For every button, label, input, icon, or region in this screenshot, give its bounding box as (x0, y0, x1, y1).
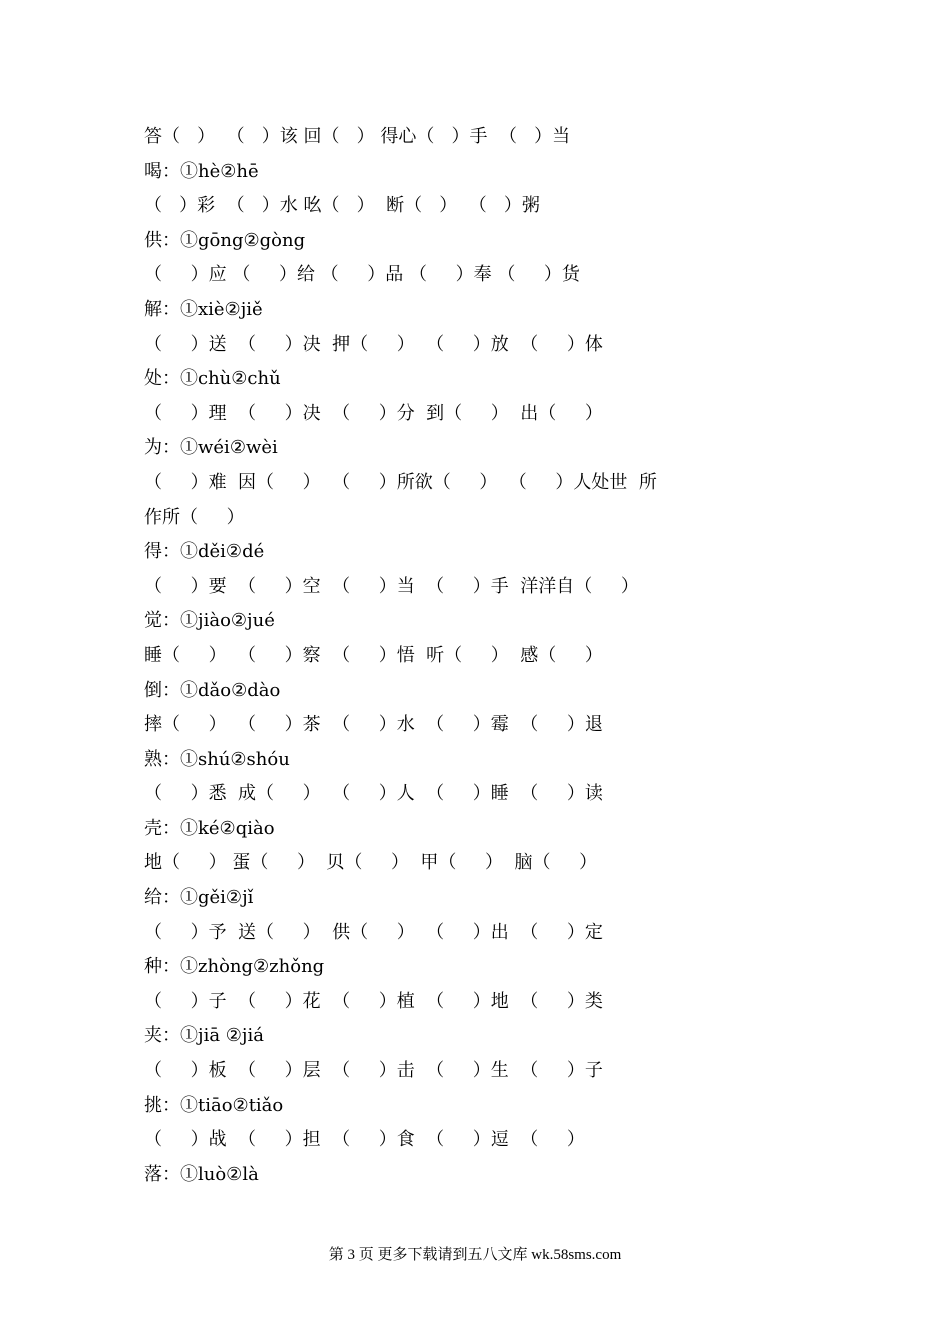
text-line: 供：①gōng②gòng (144, 229, 306, 251)
text-line: （ ）彩 （ ）水 吆（ ） 断（ ） （ ）粥 (144, 195, 540, 217)
text-line: （ ）板 （ ）层 （ ）击 （ ）生 （ ）子 (144, 1060, 603, 1082)
text-line: 挑：①tiāo②tiǎo (144, 1094, 284, 1116)
text-line: （ ）战 （ ）担 （ ）食 （ ）逗 （ ） (144, 1129, 585, 1151)
text-line: （ ）予 送（ ） 供（ ） （ ）出 （ ）定 (144, 921, 603, 943)
exercise-content (144, 120, 824, 1192)
text-line: 作所（ ） (144, 506, 245, 528)
text-line: 种：①zhòng②zhǒng (144, 956, 325, 978)
text-line: 喝：①hè②hē (144, 160, 259, 182)
text-line: （ ）送 （ ）决 押（ ） （ ）放 （ ）体 (144, 333, 603, 355)
text-line: （ ）理 （ ）决 （ ）分 到（ ） 出（ ） (144, 402, 603, 424)
text-line: 得：①děi②dé (144, 541, 265, 563)
text-line: 为：①wéi②wèi (144, 437, 278, 459)
text-line: 熟：①shú②shóu (144, 748, 290, 770)
text-line: 觉：①jiào②jué (144, 610, 275, 632)
text-line: （ ）应 （ ）给 （ ）品 （ ）奉 （ ）货 (144, 264, 580, 286)
text-line: 答（ ） （ ）该 回（ ） 得心（ ）手 （ ）当 (144, 126, 571, 147)
text-line: 落：①luò②là (144, 1163, 259, 1185)
text-line: 处：①chù②chǔ (144, 368, 281, 390)
text-line: （ ）悉 成（ ） （ ）人 （ ）睡 （ ）读 (144, 783, 603, 805)
text-line: 给：①gěi②jǐ (144, 887, 254, 909)
text-line: （ ）难 因（ ） （ ）所欲（ ） （ ）人处世 所 (144, 471, 657, 493)
text-line: 倒：①dǎo②dào (144, 679, 281, 701)
text-line: 摔（ ） （ ）茶 （ ）水 （ ）霉 （ ）退 (144, 714, 603, 736)
page-footer: 第 3 页 更多下载请到五八文库 wk.58sms.com (328, 1247, 622, 1263)
text-line: 解：①xiè②jiě (144, 298, 263, 320)
text-line: 睡（ ） （ ）察 （ ）悟 听（ ） 感（ ） (144, 644, 603, 666)
text-line: （ ）子 （ ）花 （ ）植 （ ）地 （ ）类 (144, 990, 603, 1012)
text-line: 壳：①ké②qiào (144, 817, 275, 839)
text-line: （ ）要 （ ）空 （ ）当 （ ）手 洋洋自（ ） (144, 575, 639, 597)
text-line: 夹：①jiā ②jiá (144, 1025, 264, 1047)
text-line: 地（ ） 蛋（ ） 贝（ ） 甲（ ） 脑（ ） (144, 852, 598, 874)
